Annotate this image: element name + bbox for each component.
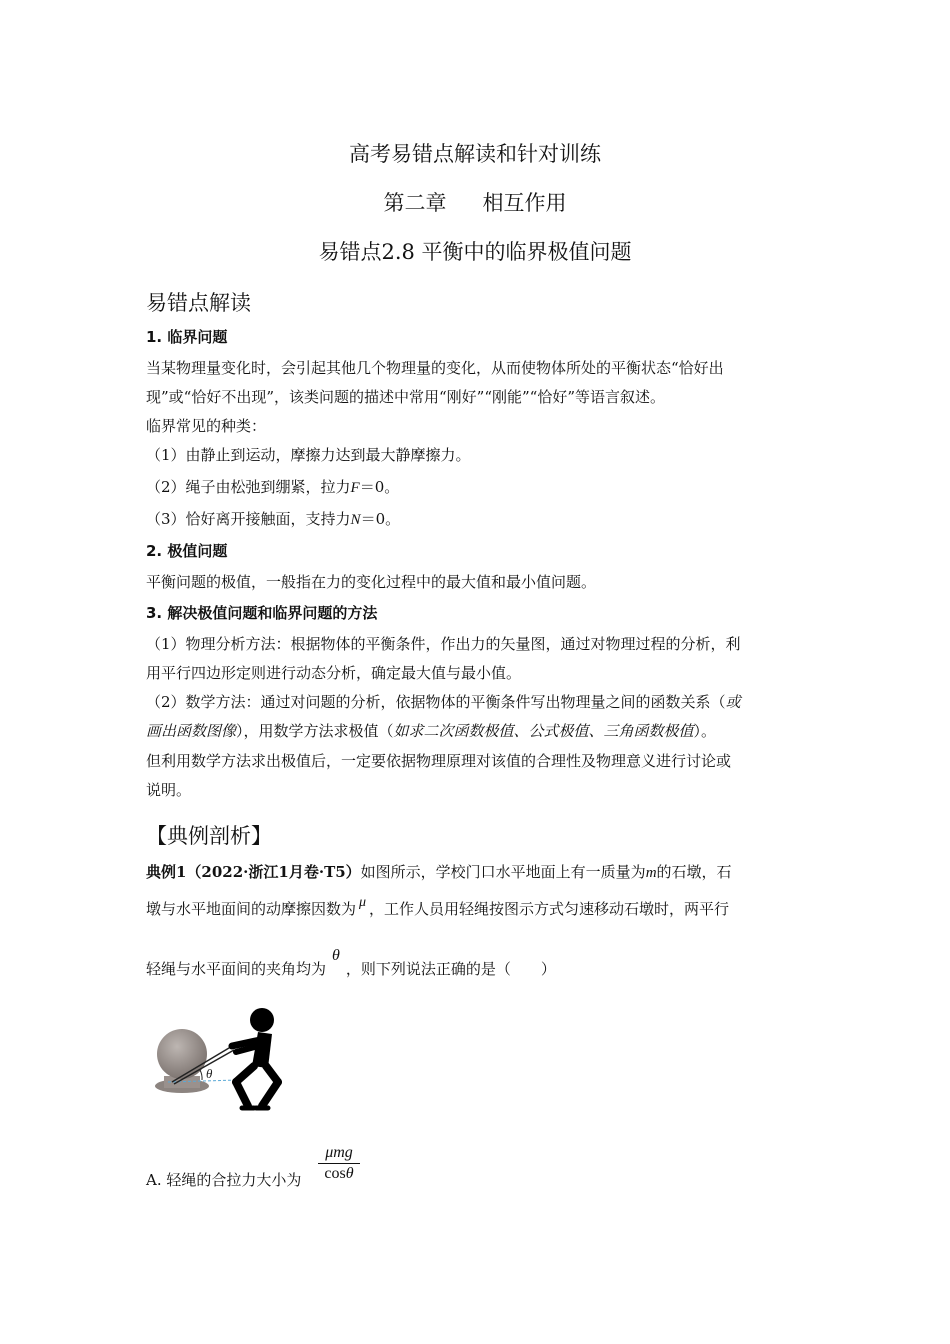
doc-title: 高考易错点解读和针对训练 xyxy=(349,142,601,166)
example-line: 典例1（2022·浙江1月卷·T5）如图所示，学校门口水平地面上有一质量为m的石墩，石 xyxy=(146,863,732,881)
option-a-text: A. 轻绳的合拉力大小为 xyxy=(146,1171,302,1189)
para-line: 临界常见的种类： xyxy=(146,417,267,435)
example-line: 轻绳与水平面间的夹角均为θ，则下列说法正确的是（ ） xyxy=(146,947,556,978)
subheading-method: 3. 解决极值问题和临界问题的方法 xyxy=(146,604,378,622)
para-line: 现”或“恰好不出现”，该类问题的描述中常用“刚好”“刚能”“恰好”等语言叙述。 xyxy=(146,388,666,406)
chapter-title xyxy=(0,187,950,217)
list-item: （3）恰好离开接触面，支持力N＝0。 xyxy=(146,510,401,528)
chapter-number: 第二章 xyxy=(383,191,447,215)
fraction-numerator: μmg xyxy=(325,1144,353,1161)
para-line: 平衡问题的极值，一般指在力的变化过程中的最大值和最小值问题。 xyxy=(146,573,597,591)
angle-arc xyxy=(200,1070,202,1080)
para-line: 当某物理量变化时，会引起其他几个物理量的变化，从而使物体所处的平衡状态“恰好出 xyxy=(146,359,724,377)
para-line: 画出函数图像），用数学方法求极值（如求二次函数极值、公式极值、三角函数极值）。 xyxy=(146,722,717,740)
section-title: 易错点2.8 平衡中的临界极值问题 xyxy=(318,240,632,264)
subheading-extreme: 2. 极值问题 xyxy=(146,542,228,560)
para-line: 但利用数学方法求出极值后，一定要依据物理原理对该值的合理性及物理意义进行讨论或 xyxy=(146,752,732,770)
subheading-critical: 1. 临界问题 xyxy=(146,328,228,346)
para-line: （2）数学方法：通过对问题的分析，依据物体的平衡条件写出物理量之间的函数关系（或 xyxy=(146,693,741,711)
para-line: 说明。 xyxy=(146,781,192,799)
example-line: 墩与水平地面间的动摩擦因数为 μ ，工作人员用轻绳按图示方式匀速移动石墩时，两平行 xyxy=(146,895,730,918)
para-line: （1）物理分析方法：根据物体的平衡条件，作出力的矢量图，通过对物理过程的分析，利 xyxy=(146,635,741,653)
stone-pier-illustration xyxy=(150,1002,290,1117)
heading-examples: 【典例剖析】 xyxy=(146,824,272,848)
worker-figure xyxy=(232,1008,278,1108)
chapter-name: 相互作用 xyxy=(482,191,567,215)
angle-theta-label: θ xyxy=(206,1066,213,1081)
list-item: （1）由静止到运动，摩擦力达到最大静摩擦力。 xyxy=(146,446,471,464)
list-item: （2）绳子由松弛到绷紧，拉力F＝0。 xyxy=(146,478,400,496)
heading-analysis: 易错点解读 xyxy=(146,291,251,315)
para-line: 用平行四边形定则进行动态分析，确定最大值与最小值。 xyxy=(146,664,522,682)
stone-ball xyxy=(157,1029,207,1079)
fraction-mu-mg-over-cos-theta xyxy=(318,1144,360,1183)
fraction-denominator: cosθ xyxy=(324,1165,354,1182)
